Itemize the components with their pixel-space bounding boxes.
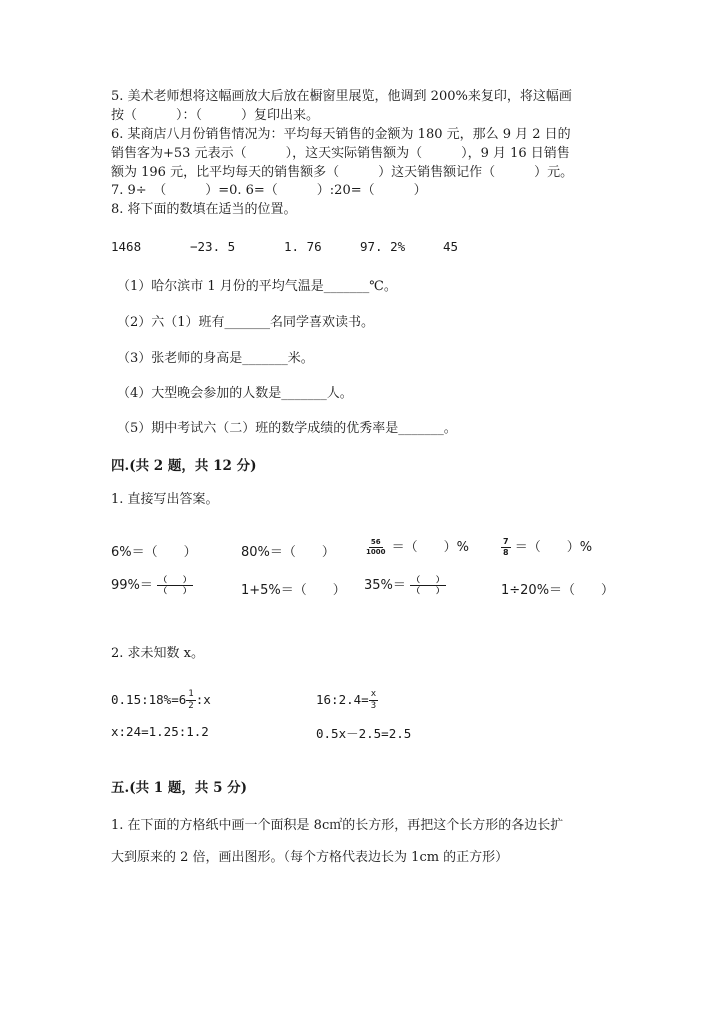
number-option: 97. 2%: [360, 239, 406, 254]
section4-q1-title: 1. 直接写出答案。: [111, 492, 219, 507]
fraction: $\frac{56}{1000}$: [366, 538, 386, 556]
equation: 16:2.4= $\frac{x}{3}$: [316, 689, 377, 711]
fraction: $\frac{1}{2}$: [188, 689, 194, 711]
section4-q2-title: 2. 求未知数 x。: [111, 646, 204, 661]
q7-line1: 7. 9÷ （ ）=0. 6=（ ）:20=（ ）: [111, 183, 427, 198]
number-option: −23. 5: [190, 239, 236, 254]
fraction: $\frac{7}{8}$: [503, 537, 509, 557]
q6-line3: 额为 196 元，比平均每天的销售额多（ ）这天销售额记作（ ）元。: [111, 165, 574, 180]
number-option: 1. 76: [284, 239, 322, 254]
q8-title: 8. 将下面的数填在适当的位置。: [111, 202, 297, 217]
fraction: $\frac{( )}{( )}$: [412, 575, 445, 595]
section5-q1-line2: 大到原来的 2 倍，画出图形。（每个方格代表边长为 1cm 的正方形）: [111, 850, 509, 865]
q5-line2: 按（ ）：（ ）复印出来。: [111, 108, 320, 123]
arith-item: 35%＝ $\frac{( )}{( )}$: [364, 575, 445, 595]
section5-q1-line1: 1. 在下面的方格纸中画一个面积是 8c㎡的长方形，再把这个长方形的各边长扩: [111, 818, 564, 833]
arith-item: 80%＝（ ）: [241, 545, 335, 560]
q8-item-5: （5）期中考试六（二）班的数学成绩的优秀率是_______。: [117, 421, 457, 436]
q5-line1: 5. 美术老师想将这幅画放大后放在橱窗里展览，他调到 200%来复印，将这幅画: [111, 89, 572, 104]
arith-item: 1÷20%＝（ ）: [501, 583, 615, 598]
q8-item-3: （3）张老师的身高是_______米。: [117, 351, 314, 366]
arith-item: $\frac{7}{8}$ ＝（ ）%: [503, 537, 593, 557]
q6-line2: 销售客为+53 元表示（ ），这天实际销售额为（ ），9 月 16 日销售: [111, 146, 570, 161]
section-heading-4: 四.(共 2 题，共 12 分): [111, 458, 257, 474]
equation: 0.15:18%=6 $\frac{1}{2}$ :x: [111, 689, 211, 711]
q6-line1: 6. 某商店八月份销售情况为：平均每天销售的金额为 180 元，那么 9 月 2 日的: [111, 127, 571, 142]
q8-item-2: （2）六（1）班有_______名同学喜欢读书。: [117, 315, 375, 330]
equation: 0.5x－2.5=2.5: [316, 726, 412, 741]
equation: x:24=1.25:1.2: [111, 724, 209, 739]
section-heading-5: 五.(共 1 题，共 5 分): [111, 780, 248, 796]
arith-item: 1+5%＝（ ）: [241, 583, 346, 598]
number-option: 1468: [111, 239, 142, 254]
q8-item-4: （4）大型晚会参加的人数是_______人。: [117, 386, 353, 401]
arith-item: 6%＝（ ）: [111, 545, 197, 560]
number-option: 45: [443, 239, 459, 254]
fraction: $\frac{x}{3}$: [370, 689, 377, 711]
arith-item: $\frac{56}{1000}$ ＝（ ）%: [366, 538, 469, 556]
fraction: $\frac{( )}{( )}$: [159, 575, 192, 595]
arith-item: 99%＝ $\frac{( )}{( )}$: [111, 575, 192, 595]
q8-item-1: （1）哈尔滨市 1 月份的平均气温是_______℃。: [117, 279, 397, 294]
